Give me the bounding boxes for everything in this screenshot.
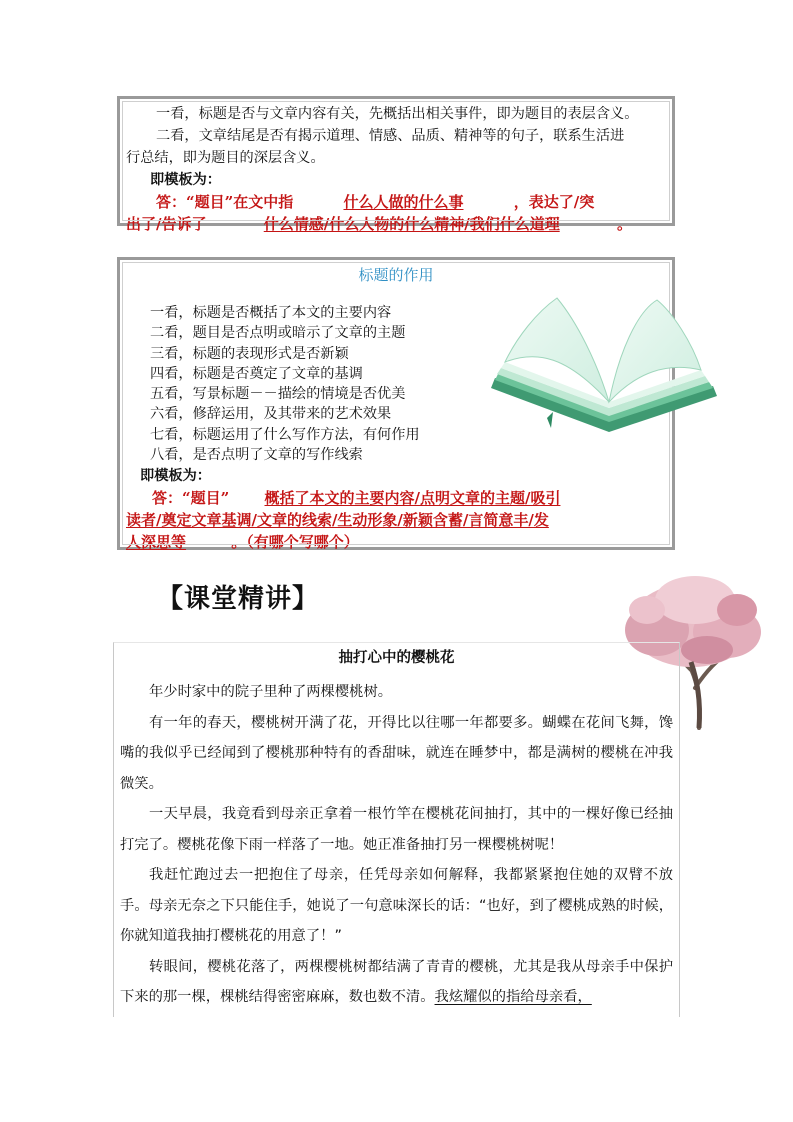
section-heading: 【课堂精讲】 xyxy=(157,584,320,614)
list-item: 四看，标题是否奠定了文章的基调 xyxy=(150,365,363,382)
article-panel xyxy=(113,642,680,1017)
article-title: 抽打心中的樱桃花 xyxy=(338,649,455,666)
list-item: 五看，写景标题－－描绘的情境是否优美 xyxy=(150,386,406,403)
answer-end: 。（有哪个写哪个） xyxy=(231,533,359,552)
answer-prefix: 答：“题目”在文中指 xyxy=(156,193,294,211)
answer-blank-2: 读者/奠定文章基调/文章的线索/生动形象/新颖含蓄/言简意丰/发 xyxy=(126,511,549,530)
template-label: 即模板为： xyxy=(150,172,221,188)
answer-template-line1 xyxy=(126,191,666,213)
answer-prefix: 答：“题目” xyxy=(152,489,230,508)
step-one-text: 一看，标题是否与文章内容有关，先概括出相关事件，即为题目的表层含义。 xyxy=(156,106,639,122)
paragraph: 我赶忙跑过去一把抱住了母亲，任凭母亲如何解释，我都紧紧抱住她的双臂不放手。母亲无奈之下只能住手，她说了一句意味深长的话：“也好，到了樱桃成熟的时候，你就知道我抽打樱桃花的用意了！” xyxy=(120,867,673,944)
underlined-sentence: 我炫耀似的指给母亲看， xyxy=(434,989,592,1005)
paragraph-text: 转眼间，樱桃花落了，两棵樱桃树都结满了青青的樱桃，尤其是我从母亲手中保护下来的那一棵，棵桃结得密密麻麻，数也数不清。 xyxy=(120,958,673,1005)
answer-template-line3 xyxy=(126,531,666,553)
paragraph: 一天早晨，我竟看到母亲正拿着一根竹竿在樱桃花间抽打，其中的一棵好像已经抽打完了。樱桃花像下雨一样落了一地。她正准备抽打另一棵樱桃树呢！ xyxy=(120,806,673,853)
answer-blank-1: 什么人做的什么事 xyxy=(343,193,464,211)
answer-blank-1: 概括了本文的主要内容/点明文章的主题/吸引 xyxy=(264,489,561,508)
paragraph xyxy=(120,952,673,1013)
answer-blank-3: 人深思等 xyxy=(126,533,187,552)
answer-line2-prefix: 出了/告诉了 xyxy=(126,215,207,233)
answer-template-line2 xyxy=(126,213,666,235)
list-item: 八看，是否点明了文章的写作线索 xyxy=(150,447,363,464)
answer-blank-2: 什么情感/什么人物的什么精神/我们什么道理 xyxy=(263,215,560,233)
title-meaning-box xyxy=(117,96,675,233)
step-two-text: 二看，文章结尾是否有揭示道理、情感、品质、精神等的句子，联系生活进 xyxy=(156,128,625,144)
answer-template-line1 xyxy=(126,487,666,509)
box-title: 标题的作用 xyxy=(358,266,434,284)
list-item: 六看，修辞运用，及其带来的艺术效果 xyxy=(150,406,392,423)
list-item: 二看，题目是否点明或暗示了文章的主题 xyxy=(150,325,406,342)
paragraph: 有一年的春天，樱桃树开满了花，开得比以往哪一年都要多。蝴蝶在花间飞舞，馋嘴的我似乎已经闻到了樱桃那种特有的香甜味，就连在睡梦中，都是满树的樱桃在冲我微笑。 xyxy=(120,714,673,792)
list-item: 三看，标题的表现形式是否新颖 xyxy=(150,345,349,362)
list-item: 一看，标题是否概括了本文的主要内容 xyxy=(150,305,392,321)
answer-template-line2 xyxy=(126,509,666,531)
step-two-continued-text: 行总结，即为题目的深层含义。 xyxy=(126,150,325,166)
answer-end: 。 xyxy=(616,215,632,233)
list-item: 七看，标题运用了什么写作方法，有何作用 xyxy=(150,426,420,443)
paragraph: 年少时家中的院子里种了两棵樱桃树。 xyxy=(149,684,393,700)
open-book-icon xyxy=(487,292,719,436)
answer-middle: ，表达了/突 xyxy=(513,193,595,211)
template-label: 即模板为： xyxy=(140,468,211,485)
